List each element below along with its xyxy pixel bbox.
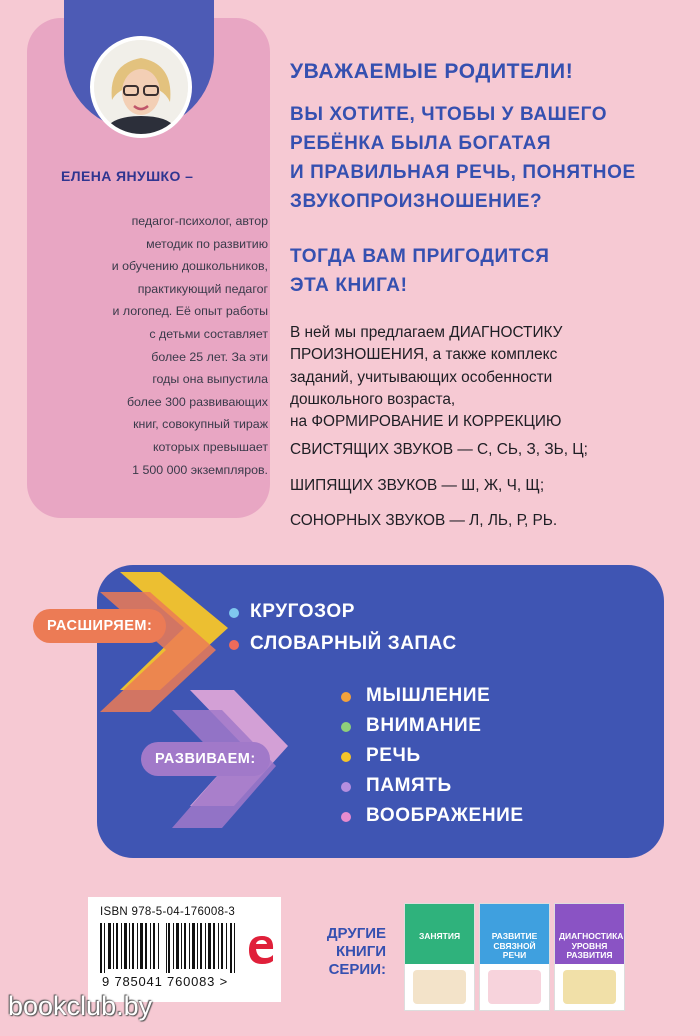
series-book-thumbnail[interactable]	[554, 903, 625, 1011]
publisher-logo-icon	[243, 928, 277, 968]
series-book-thumbnail[interactable]	[404, 903, 475, 1011]
series-book-thumbnail[interactable]	[479, 903, 550, 1011]
develop-label: РАЗВИВАЕМ:	[141, 742, 270, 776]
book-description: В ней мы предлагаем ДИАГНОСТИКУ ПРОИЗНОШЕНИЯ, а также комплекс заданий, учитывающих особенности дошкольного возраста, на ФОРМИРОВАНИЕ И КОРРЕКЦИЮ	[290, 324, 563, 431]
site-watermark: bookclub.by	[8, 991, 153, 1021]
headline-answer: ТОГДА ВАМ ПРИГОДИТСЯ ЭТА КНИГА!	[290, 246, 550, 296]
sound-group-sonorant: СОНОРНЫХ ЗВУКОВ — Л, ЛЬ, Р, РЬ.	[290, 512, 558, 529]
develop-item-memory: ПАМЯТЬ	[366, 775, 452, 796]
author-name: ЕЛЕНА ЯНУШКО –	[61, 168, 194, 184]
bullet-dot-icon	[341, 752, 351, 762]
sound-group-whistling: СВИСТЯЩИХ ЗВУКОВ — С, СЬ, З, ЗЬ, Ц;	[290, 441, 588, 458]
bullet-dot-icon	[341, 812, 351, 822]
barcode-number: 9 785041 760083 >	[102, 974, 229, 989]
headline-question: ВЫ ХОТИТЕ, ЧТОБЫ У ВАШЕГО РЕБЁНКА БЫЛА БОГАТАЯ И ПРАВИЛЬНАЯ РЕЧЬ, ПОНЯТНОЕ ЗВУКОПРОИЗНОШЕНИЕ?	[290, 104, 636, 212]
headline-greeting: УВАЖАЕМЫЕ РОДИТЕЛИ!	[290, 60, 574, 83]
expand-item-outlook: КРУГОЗОР	[250, 601, 356, 622]
bullet-dot-icon	[341, 722, 351, 732]
bullet-dot-icon	[341, 782, 351, 792]
bullet-dot-icon	[229, 640, 239, 650]
author-bio: педагог-психолог, автор методик по развитию и обучению дошкольников, практикующий педагог и логопед. Её опыт работы с детьми составляет более 25 лет. За эти годы она выпустила более 300 развивающих книг, совокупный тираж которых превышает 1 500 000 экземпляров.	[111, 214, 268, 477]
develop-item-imagination: ВООБРАЖЕНИЕ	[366, 805, 524, 826]
bullet-dot-icon	[229, 608, 239, 618]
sound-group-hissing: ШИПЯЩИХ ЗВУКОВ — Ш, Ж, Ч, Щ;	[290, 477, 545, 494]
barcode-icon	[100, 923, 240, 973]
bullet-dot-icon	[341, 692, 351, 702]
series-label: ДРУГИЕ КНИГИ СЕРИИ:	[326, 925, 386, 978]
expand-item-vocabulary: СЛОВАРНЫЙ ЗАПАС	[250, 633, 457, 654]
series-book-title: ЗАНЯТИЯ	[418, 931, 461, 941]
develop-item-thinking: МЫШЛЕНИЕ	[366, 685, 491, 706]
series-book-title: ДИАГНОСТИКА УРОВНЯ РАЗВИТИЯ	[559, 931, 624, 960]
expand-label: РАСШИРЯЕМ:	[33, 609, 166, 643]
series-book-title: РАЗВИТИЕ СВЯЗНОЙ РЕЧИ	[491, 931, 538, 960]
develop-item-speech: РЕЧЬ	[366, 745, 421, 766]
isbn-text: ISBN 978-5-04-176008-3	[100, 906, 236, 918]
develop-item-attention: ВНИМАНИЕ	[366, 715, 482, 736]
